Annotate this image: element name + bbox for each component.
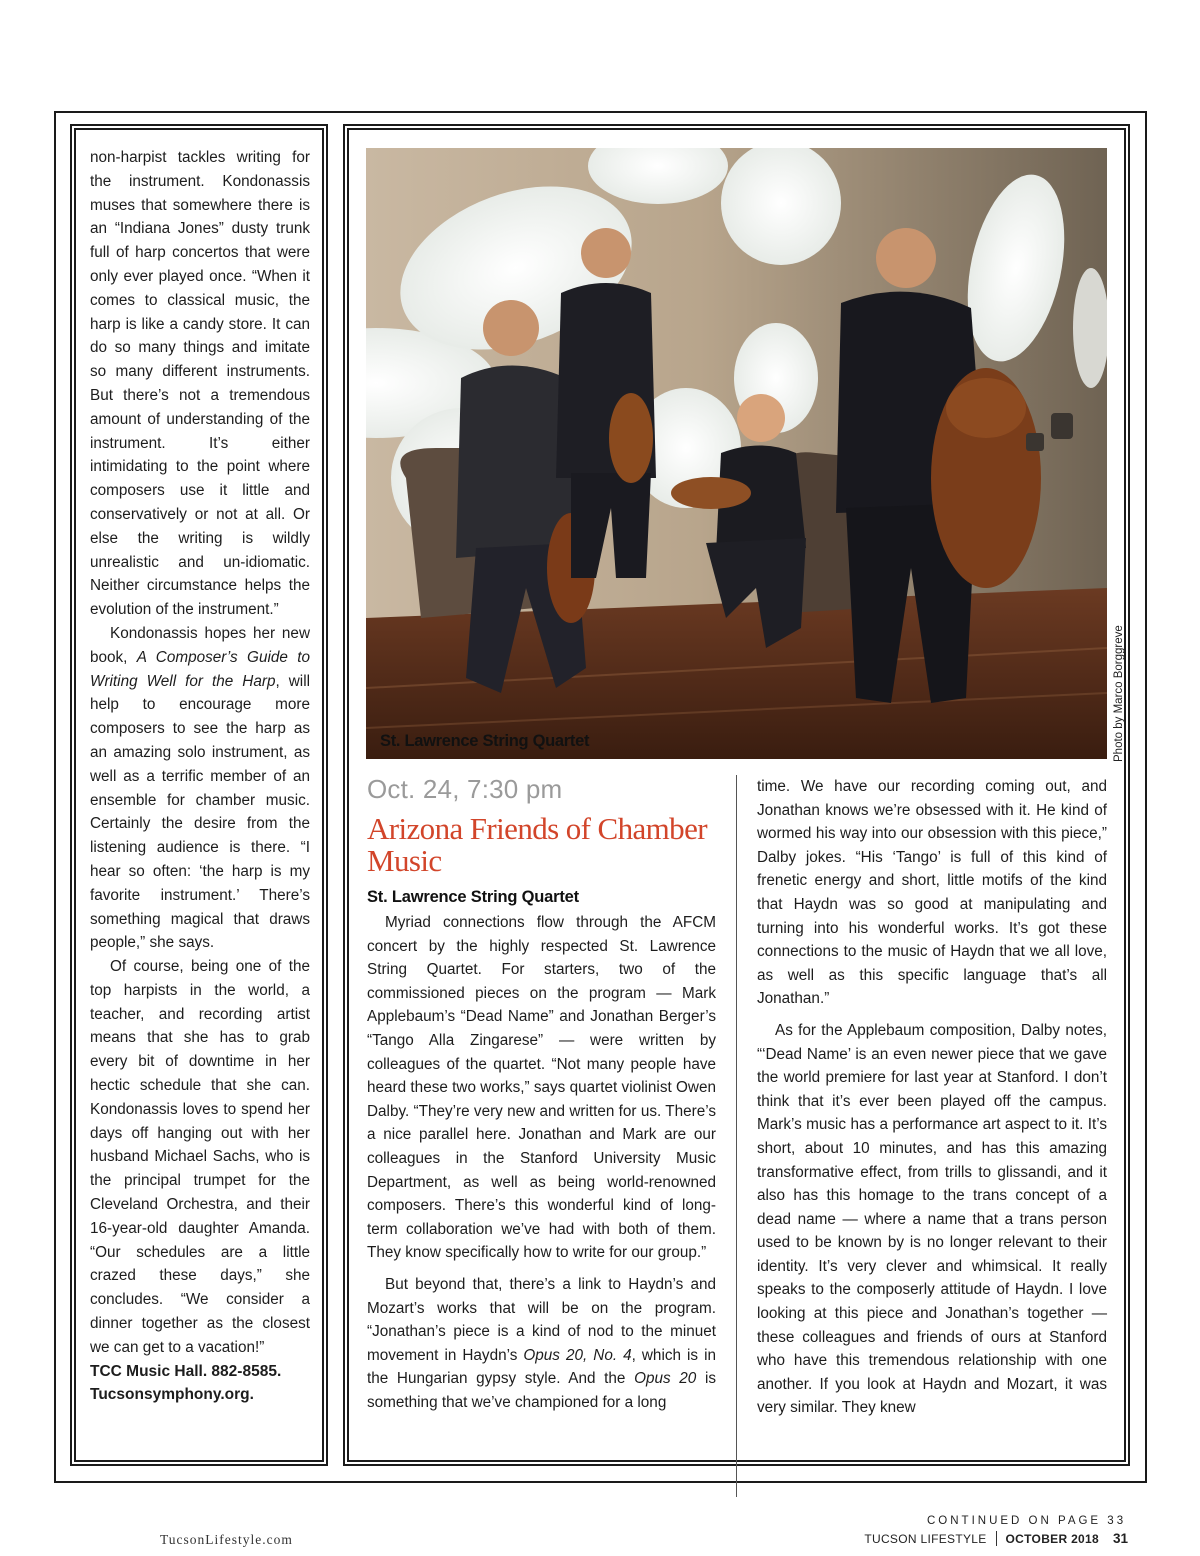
work-title: Opus 20, No. 4 xyxy=(523,1346,632,1364)
article-column-middle xyxy=(367,911,716,1422)
footer-magazine-name: TUCSON LIFESTYLE xyxy=(864,1531,987,1546)
footer-separator xyxy=(996,1531,997,1546)
text-run: Kondonassis hopes her new book, xyxy=(90,624,310,666)
page-number: 31 xyxy=(1112,1531,1128,1546)
event-date: Oct. 24, 7:30 pm xyxy=(367,774,563,804)
photo-credit-text: Photo by Marco Borggreve xyxy=(1113,625,1125,762)
paragraph xyxy=(367,1273,716,1415)
footer-issue-date: OCTOBER 2018 xyxy=(1005,1531,1099,1546)
text-run: , which is in the Hungarian gypsy style. And the xyxy=(367,1346,716,1388)
continued-jump-line: CONTINUED ON PAGE 33 xyxy=(927,1515,1127,1527)
paragraph: time. We have our recording coming out, and Jonathan knows we’re obsessed with it. He kind of wormed his way into our obsession with this piece,” Dalby jokes. “His ‘Tango’ is full of this kind of frenetic energy and short, little motifs of the kind that Haydn was so good at manipulating and turning into his wonderful works. It’s got these connections to the music of Haydn that we all love, as well as this specific language that’s all Jonathan.” xyxy=(757,778,1107,1008)
left-column-text xyxy=(90,146,310,1407)
quartet-photo-illustration xyxy=(366,148,1107,759)
footer-folio xyxy=(864,1531,1128,1546)
footer-website: TucsonLifestyle.com xyxy=(160,1532,293,1547)
paragraph: As for the Applebaum composition, Dalby notes, “‘Dead Name’ is an even newer piece that we gave the world premiere for last year at Stanford. I don’t think that it’s ever been played off the campus. Mark’s music has a performance art aspect to it. It’s short, about 10 minutes, and has this amazing transformative effect, from trills to glissandi, and it also has this homage to the trans concept of a dead name — where a name that a trans person used to be known by is no longer relevant to their identity. It’s very clever and whimsical. It really speaks to the composerly attitude of Haydn. I love looking at this piece and Jonathan’s together — these colleagues and friends of ours at Stanford who have this tremendous relationship with one another. If you look at Haydn and Mozart, it was very similar. They knew xyxy=(757,1021,1107,1417)
photo-caption: St. Lawrence String Quartet xyxy=(380,732,590,750)
paragraph xyxy=(90,622,310,955)
book-title: A Composer’s Guide to Writing Well for the Harp xyxy=(90,648,310,690)
article-column-right xyxy=(757,775,1107,1420)
quartet-photo xyxy=(366,148,1107,759)
column-divider xyxy=(736,775,737,1497)
event-subtitle: St. Lawrence String Quartet xyxy=(367,888,579,906)
wall-fixture xyxy=(1026,433,1044,451)
paragraph: non-harpist tackles writing for the instrument. Kondonassis muses that somewhere there is an “Indiana Jones” dusty trunk full of harp concertos that were only ever played once. “When it comes to classical music, the harp is like a candy store. It can do so many things and imitate so many different instruments. But there’s not a tremendous amount of understanding of the instrument. It’s either intimidating to the point where composers use it little and conservatively or not at all. Or else the writing is wildly unrealistic and un-idiomatic. Neither circumstance helps the evolution of the instrument.” xyxy=(90,149,310,619)
paragraph: Of course, being one of the top harpists in the world, a teacher, and recording artist means that she has to grab every bit of downtime in her hectic schedule that she can. Kondonassis loves to spend her days off hanging out with her husband Michael Sachs, who is the principal trumpet for the Cleveland Orchestra, and their 16-year-old daughter Amanda. “Our schedules are a little crazed these days,” she concludes. “We consider a dinner together as the closest we can get to a vacation!” xyxy=(90,958,310,1356)
wall-fixture xyxy=(1051,413,1073,439)
event-title: Arizona Friends of Chamber Music xyxy=(367,811,707,878)
work-title: Opus 20 xyxy=(634,1370,697,1388)
text-run: is something that we’ve championed for a long xyxy=(367,1370,716,1411)
paragraph: Myriad connections flow through the AFCM concert by the highly respected St. Lawrence String Quartet. For starters, two of the commissioned pieces on the program — Mark Applebaum’s “Dead Name” and Jonathan Berger’s “Tango Alla Zingarese” — were written by colleagues of the quartet. “Not many people have heard these two works,” says quartet violinist Owen Dalby. “They’re very new and written for us. There’s a nice parallel here. Jonathan and Mark are our colleagues in the Stanford University Music Department, as well as being world-renowned composers. There’s this wonderful kind of long-term collaboration we’ve had with both of them. They know specifically how to write for our group.” xyxy=(367,914,716,1262)
website-contact: Tucsonsymphony.org. xyxy=(90,1386,254,1404)
venue-contact: TCC Music Hall. 882-8585. xyxy=(90,1362,282,1380)
text-run: But beyond that, there’s a link to Haydn’s and Mozart’s works that will be on the program. “Jonathan’s piece is a kind of nod to the minuet movement in Haydn’s xyxy=(367,1275,716,1364)
text-run: , will help to encourage more composers to see the harp as an amazing solo instrument, as well as a terrific member of an ensemble for chamber music. Certainly the desire from the listening audience is there. “I hear so often: ‘the harp is my favorite instrument.’ There’s something magical that draws people,” she says. xyxy=(90,672,310,952)
photo-credit xyxy=(1105,612,1135,762)
